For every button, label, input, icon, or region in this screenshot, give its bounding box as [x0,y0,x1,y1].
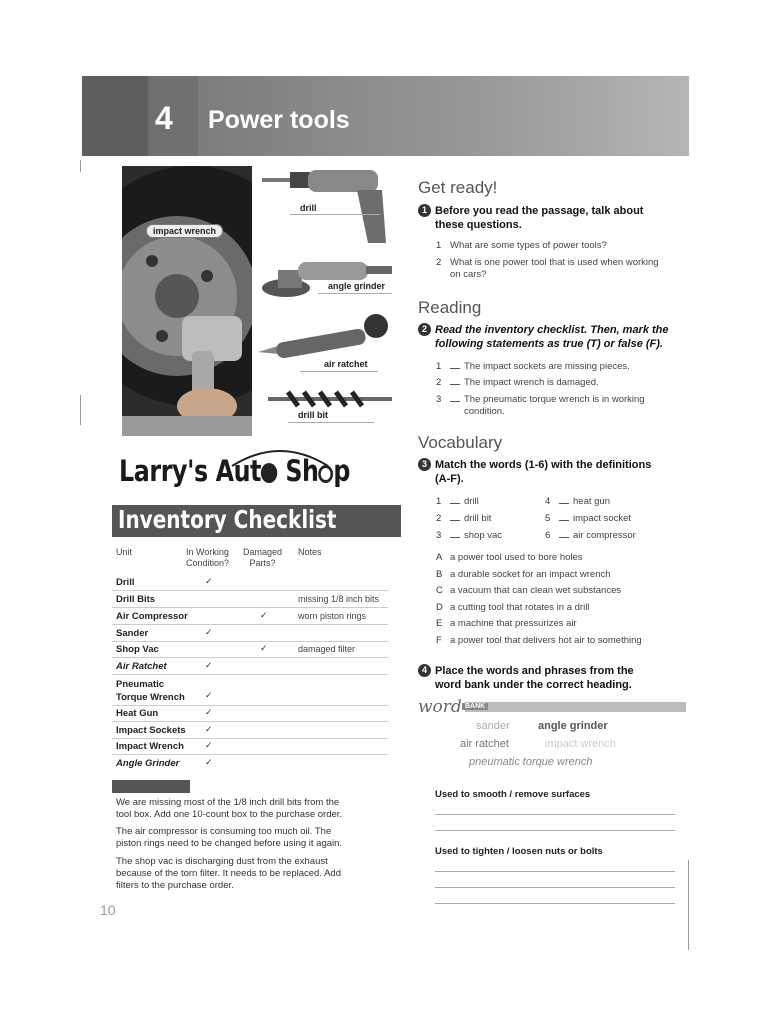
damaged-check: ✓ [260,610,268,620]
inventory-checklist-title: Inventory Checklist [118,505,337,534]
item-number: 2 [436,513,442,524]
true-false-item [436,393,645,418]
vocabulary-instruction [418,458,688,486]
table-row-unit: Heat Gun [116,708,159,719]
word-bank-item: sander [476,720,510,732]
drill-label: drill [300,203,317,213]
answer-blank[interactable] [450,376,460,385]
row-divider [112,657,388,658]
note-paragraph [116,826,378,850]
label-rule [290,214,380,215]
answer-blank[interactable] [559,495,569,504]
vocabulary-title: Vocabulary [418,433,503,452]
question-number-2: 2 [418,323,431,336]
working-check: ✓ [205,627,213,637]
definition-letter: F [436,635,442,646]
reading-instruction-line2: following statements as true (T) or false (F). [435,338,663,350]
col-header-working [186,547,229,569]
margin-rule [688,860,689,950]
air-ratchet-label: air ratchet [324,359,368,369]
word-bank-item: air ratchet [460,738,509,750]
list-item [436,240,607,252]
table-row-unit: Air Compressor [116,611,188,622]
working-check: ✓ [205,660,213,670]
damaged-check: ✓ [260,643,268,653]
header-left-tab [82,76,148,156]
working-check: ✓ [205,757,213,767]
table-row-unit: Angle Grinder [116,758,180,769]
word-bank-instruction [418,664,688,692]
question-number-4: 4 [418,664,431,677]
word-bank-item: angle grinder [538,720,608,732]
note-line: piston rings need to be changed before using it again. [116,838,343,849]
shop-name-part3: p [333,454,350,488]
definition-letter: A [436,552,443,563]
chapter-title: Power tools [208,106,350,134]
definition-item [436,585,621,597]
label-rule [288,422,374,423]
working-check: ✓ [205,740,213,750]
col-header-working-line1: In Working [186,547,229,557]
item-number: 1 [436,361,442,372]
answer-line[interactable] [435,887,675,888]
item-text: The impact wrench is damaged. [464,377,599,388]
label-rule [300,371,378,372]
table-row-unit: Drill Bits [116,594,156,605]
word-bank-item: impact wrench [545,738,616,750]
answer-blank[interactable] [450,360,460,369]
tire-wrench-illustration [122,166,252,436]
angle-grinder-illustration [262,252,394,302]
table-row-unit [116,678,185,704]
definition-letter: E [436,618,443,629]
drill-illustration [262,168,392,248]
item-text: What are some types of power tools? [450,240,607,251]
working-check: ✓ [205,707,213,717]
chapter-number: 4 [155,100,173,136]
drill-bit-illustration [268,388,394,410]
item-number: 1 [436,240,442,251]
heading-smooth-remove: Used to smooth / remove surfaces [435,789,591,800]
col-header-working-line2: Condition? [186,558,230,568]
note-paragraph [116,856,378,892]
item-text: drill bit [464,513,492,524]
col-header-damaged-line1: Damaged [243,547,283,557]
answer-blank[interactable] [450,495,460,504]
row-divider [112,624,388,625]
get-ready-instruction [418,204,678,232]
margin-rule [80,395,81,425]
item-number: 1 [436,496,442,507]
row-divider [112,590,388,591]
row-divider [112,721,388,722]
item-number: 4 [545,496,551,507]
note-line: The shop vac is discharging dust from the exhaust [116,856,328,867]
item-text: impact socket [573,513,632,524]
item-text: air compressor [573,530,636,541]
vocabulary-instruction-line2: (A-F). [435,473,464,485]
item-text: The impact sockets are missing pieces. [464,361,630,372]
table-row-unit-line1: Pneumatic [116,679,165,690]
page-number: 10 [100,902,116,918]
item-text: What is one power tool that is used when working [450,257,659,268]
table-row-unit: Air Ratchet [116,661,167,672]
item-text: condition. [464,406,505,417]
item-number: 2 [436,377,442,388]
item-number: 5 [545,513,551,524]
definition-letter: B [436,569,443,580]
shop-name-part1: Larry's Aut [119,454,262,488]
shop-name-part2: Sh [285,454,319,488]
answer-blank[interactable] [450,393,460,402]
label-rule [318,293,392,294]
definition-item [436,602,589,614]
definition-item [436,618,577,630]
true-false-item [436,376,599,389]
row-divider [112,738,388,739]
definition-item [436,569,611,581]
row-divider [112,674,388,675]
word-bank-logo-bank: BANK [462,703,488,710]
answer-line[interactable] [435,830,675,831]
definition-item [436,552,583,564]
definition-text: a cutting tool that rotates in a drill [450,602,590,613]
col-header-unit: Unit [116,547,133,557]
working-check: ✓ [205,690,213,700]
vocab-word [436,529,502,542]
vocab-word [436,512,491,525]
list-item [436,257,659,281]
vocab-word [436,495,479,508]
item-number: 3 [436,394,442,405]
col-header-damaged [243,547,282,569]
item-text: drill [464,496,479,507]
air-ratchet-illustration [258,312,394,358]
definition-text: a power tool used to bore holes [450,552,583,563]
get-ready-title: Get ready! [418,178,498,197]
item-text: The pneumatic torque wrench is in working [464,394,645,405]
get-ready-instruction-line2: these questions. [435,219,522,231]
table-row-unit: Impact Wrench [116,741,184,752]
row-divider [112,754,388,755]
table-row-note: worn piston rings [298,611,367,621]
word-bank-logo: word [418,697,465,717]
answer-blank[interactable] [450,512,460,521]
drill-bit-label: drill bit [298,410,328,420]
row-divider [112,607,388,608]
word-bank-instruction-line1: Place the words and phrases from the [435,665,634,677]
table-row-note: missing 1/8 inch bits [298,594,380,604]
reading-instruction-line1: Read the inventory checklist. Then, mark the [435,324,669,336]
note-line: tool box. Add one 10-count box to the purchase order. [116,809,343,820]
definition-text: a vacuum that can clean wet substances [450,585,622,596]
note-line: filters to the purchase order. [116,880,234,891]
item-text: on cars? [450,269,487,280]
table-row-unit: Impact Sockets [116,725,186,736]
working-check: ✓ [205,576,213,586]
get-ready-instruction-line1: Before you read the passage, talk about [435,205,644,217]
item-number: 6 [545,530,551,541]
answer-blank[interactable] [450,529,460,538]
table-row-unit: Shop Vac [116,644,159,655]
item-number: 2 [436,257,442,268]
answer-line[interactable] [435,871,675,872]
table-row-unit-line2: Torque Wrench [116,692,185,703]
note-paragraph [116,797,378,821]
true-false-item [436,360,630,373]
answer-blank[interactable] [559,529,569,538]
answer-line[interactable] [435,814,675,815]
notes-band [112,780,190,793]
answer-blank[interactable] [559,512,569,521]
col-header-notes: Notes [298,547,322,557]
definition-text: a durable socket for an impact wrench [450,569,611,580]
item-number: 3 [436,530,442,541]
row-divider [112,705,388,706]
note-line: because of the torn filter. It needs to be replaced. Add [116,868,341,879]
table-row-unit: Drill [116,577,135,588]
note-line: The air compressor is consuming too much oil. The [116,826,332,837]
vocab-word [545,529,636,542]
definition-letter: D [436,602,443,613]
question-number-1: 1 [418,204,431,217]
col-header-damaged-line2: Parts? [249,558,276,568]
table-row-unit: Sander [116,628,149,639]
reading-title: Reading [418,298,482,317]
impact-wrench-label: impact wrench [146,224,223,238]
wrench-arc-decoration [230,446,330,468]
word-bank-instruction-line2: word bank under the correct heading. [435,679,632,691]
vocab-word [545,495,610,508]
row-divider [112,641,388,642]
table-row-note: damaged filter [298,644,356,654]
impact-wrench-callout [146,226,223,236]
answer-line[interactable] [435,903,675,904]
item-text: heat gun [573,496,610,507]
definition-text: a machine that pressurizes air [450,618,577,629]
impact-wrench-photo [122,166,252,436]
working-check: ✓ [205,724,213,734]
margin-rule [80,160,81,172]
item-text: shop vac [464,530,503,541]
vocab-word [545,512,631,525]
angle-grinder-label: angle grinder [328,281,386,291]
definition-item [436,635,642,647]
question-number-3: 3 [418,458,431,471]
word-bank-item: pneumatic torque wrench [469,756,593,768]
note-line: We are missing most of the 1/8 inch drill bits from the [116,797,340,808]
vocabulary-instruction-line1: Match the words (1-6) with the definitions [435,459,652,471]
definition-text: a power tool that delivers hot air to something [450,635,642,646]
definition-letter: C [436,585,443,596]
reading-instruction [418,323,688,351]
heading-tighten-loosen: Used to tighten / loosen nuts or bolts [435,846,603,857]
